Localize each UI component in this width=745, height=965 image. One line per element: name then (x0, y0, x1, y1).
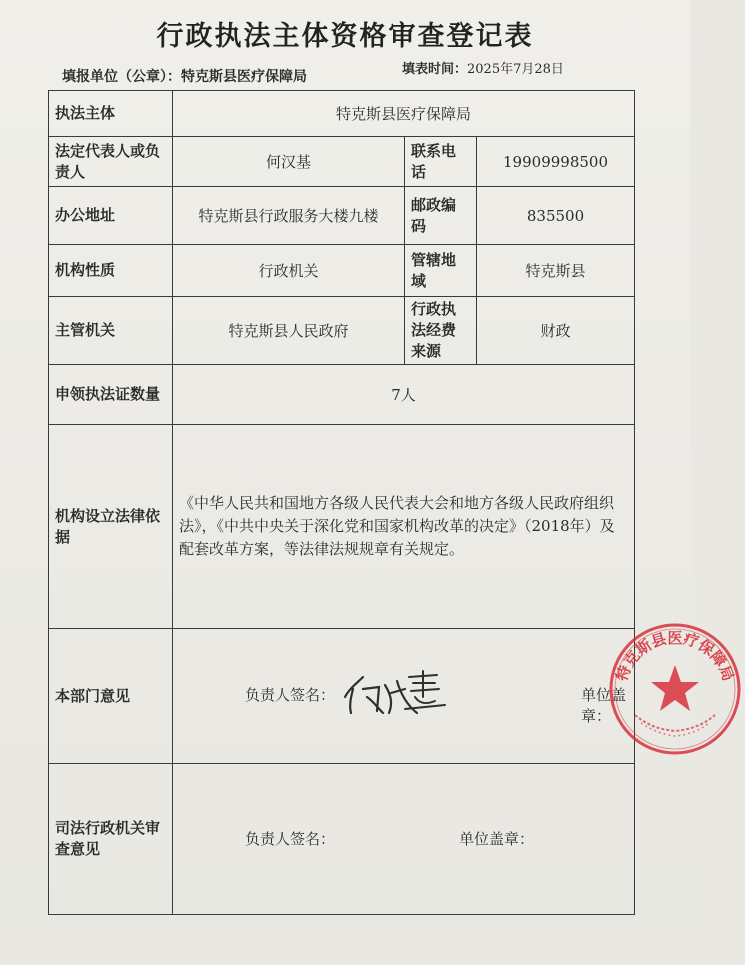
seal-text: 特克斯县医疗保障局 (612, 628, 738, 684)
fill-date-label: 填表时间： (402, 62, 468, 77)
table-row (49, 629, 635, 764)
reporting-unit (62, 66, 307, 86)
certificates-value: 7人 (173, 365, 635, 425)
legal-basis-label: 机构设立法律依据 (49, 425, 173, 629)
jurisdiction-value: 特克斯县 (477, 245, 635, 297)
authority-value: 特克斯县人民政府 (173, 297, 405, 365)
table-row (49, 91, 635, 137)
dept-signer-label: 负责人签名： (245, 686, 336, 704)
postcode-label: 邮政编码 (405, 187, 477, 245)
handwritten-signature (339, 667, 449, 719)
judicial-opinion-area (173, 764, 634, 914)
table-row (49, 137, 635, 187)
table-row (49, 425, 635, 629)
representative-value: 何汉基 (173, 137, 405, 187)
judicial-opinion-cell (173, 764, 635, 915)
nature-label: 机构性质 (49, 245, 173, 297)
legal-basis-value: 《中华人民共和国地方各级人民代表大会和地方各级人民政府组织法》，《中共中央关于深化党和国家机构改革的决定》（2018年）及配套改革方案，等法律法规规章有关规定。 (173, 425, 635, 629)
jurisdiction-label: 管辖地域 (405, 245, 477, 297)
phone-label: 联系电话 (405, 137, 477, 187)
table-row (49, 297, 635, 365)
phone-value: 19909998500 (477, 137, 635, 187)
reporting-unit-value: 特克斯县医疗保障局 (181, 69, 307, 85)
dept-opinion-cell (173, 628, 738, 764)
official-seal (605, 619, 745, 759)
table-row (49, 764, 635, 915)
table-row (49, 187, 635, 245)
funding-value: 财政 (477, 297, 635, 365)
postcode-value: 835500 (477, 187, 635, 245)
funding-label: 行政执法经费来源 (405, 297, 477, 365)
table-row (49, 245, 635, 297)
address-value: 特克斯县行政服务大楼九楼 (173, 187, 405, 245)
subject-label: 执法主体 (49, 91, 173, 137)
authority-label: 主管机关 (49, 297, 173, 365)
nature-value: 行政机关 (173, 245, 405, 297)
table-row (49, 365, 635, 425)
dept-opinion-label: 本部门意见 (49, 629, 173, 764)
registration-table (48, 90, 738, 915)
fill-date (402, 58, 564, 77)
reporting-unit-label: 填报单位（公章）： (62, 69, 181, 85)
representative-label: 法定代表人或负责人 (49, 137, 173, 187)
fill-date-value: 2025年7月28日 (467, 62, 564, 77)
dept-seal-label: 单位盖章： (581, 686, 627, 725)
dept-opinion-area (173, 628, 738, 763)
judicial-signer-label: 负责人签名： (245, 830, 336, 848)
certificates-label: 申领执法证数量 (49, 365, 173, 425)
star-icon (651, 665, 699, 711)
judicial-opinion-label: 司法行政机关审查意见 (49, 764, 173, 915)
subject-value: 特克斯县医疗保障局 (173, 91, 635, 137)
judicial-seal-label: 单位盖章： (459, 830, 535, 848)
form-title: 行政执法主体资格审查登记表 (156, 21, 534, 52)
address-label: 办公地址 (49, 187, 173, 245)
